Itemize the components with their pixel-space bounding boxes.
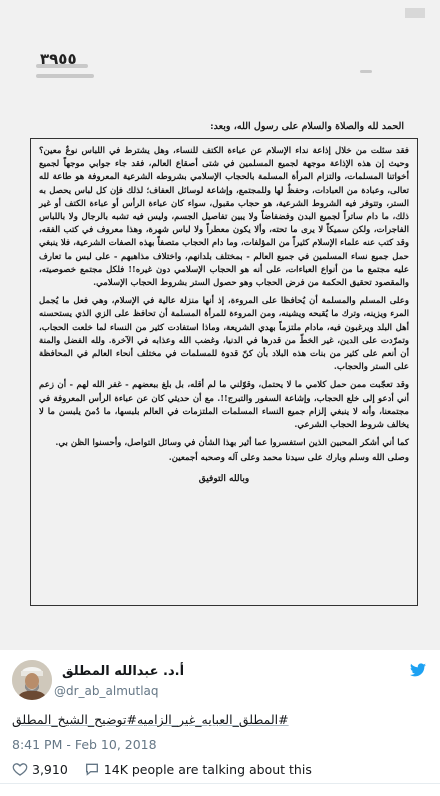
heart-icon bbox=[12, 761, 28, 777]
tweet-timestamp[interactable]: 8:41 PM - Feb 10, 2018 bbox=[12, 737, 157, 752]
like-count: 3,910 bbox=[32, 761, 68, 777]
letter-paragraph: فقد سئلت من خلال إذاعة نداء الإسلام عن عباءة الكتف للنساء، وهل يشترط في اللباس نوعٌ معين؟ وحيث إن هذه الإذاعة موجهة لجميع المسلمين في شتى أصقاع العالم، فقد جاء جوابي موجهاً لجميع أخواتنا المسلمات، والتزام المرأة المسلمة بالحجاب الإسلامي بشروطه الشرعية المعروفة هو طاعة لله تعالى، وعبادة من العبادات، وحفظٌ لها وللمجتمع، وإشاعة لوسائل العفاف؛ لذلك فإن كل لباس يحصل به الستر، وتتوفر فيه الشروط الشرعية، هو حجاب مقبول، سواء كان عباءة الرأس أو عباءة الكتف أو غير ذلك، ما دام ساتراً لجميع البدن وفضفاضاً ولا يبين تفاصيل الجسم، وليس فيه تشبه بالرجال ولا باللباس الفاجرات، ولكن سميكاً لا يرى ما تحته، وألا يكون معطراً ولا لباس شهرة، وهذا معروف في كتب الفقه، وقد كتب عنه علماء الإسلام كثيراً من المؤلفات، وما دام الحجاب متصفاً بهذه الصفات الشرعية، فلا ينبغي حمل جميع نساء المسلمين في جميع العالم - بمختلف بلدانهم، واختلاف مذاهبهم - على لبس ما تعارف عليه مجتمع ما من أنواع العباءات، على أنه هو الحجاب الإسلامي دون غيره!! فلكل مجتمع خصوصيته، والمقصود تحقيق الحكمة من فرض الحجاب وهو حصول الستر بشروط الحجاب الإسلامي. bbox=[39, 146, 409, 289]
like-button[interactable] bbox=[12, 761, 68, 777]
author-handle[interactable]: @dr_ab_almutlaq bbox=[54, 684, 159, 698]
letter-paragraph: وعلى المسلم والمسلمة أن يُحافظا على المروءة، إذ أنها منزلة عالية في الإسلام، وهي فعل ما يُجمل المرء ويزينه، وترك ما يُقبحه ويشينه، ومن المروءة للمرأة المسلمة أن تحافظ على الزي الذي يستحسنه أهل البلد ويرغبون فيه، مادام ملتزماً بهدي الشريعة، وماذا استفادت كثير من النساء لما خلعت الحجاب، وتمرّدت على الدين، غير الخطّ من قدرها في الدنيا، وغضب الله وعذابه في الآخرة. ولله الفضل والمنة أن أنعم على كثير من بنات هذه البلاد بأن كنّ قدوة للمسلمات في مختلف أنحاء العالم في المحافظة على الستر والحجاب. bbox=[39, 296, 409, 373]
tweet-hashtags[interactable]: #المطلق_العبايه_غير_الزاميه#توضيح_الشيخ_المطلق bbox=[12, 712, 289, 727]
tweet-engagement-bar bbox=[12, 760, 432, 778]
letter-closing: كما أني أشكر المحبين الذين استفسروا عما أثير بهذا الشأن في وسائل التواصل، وأحسنوا الظن بي. bbox=[55, 438, 409, 449]
letter-paragraph: وقد تعجّبت ممن حمل كلامي ما لا يحتمل، وقوّلني ما لم أقله، بل بلغ ببعضهم - غفر الله لهم - أن زعم أني أدعو إلى خلع الحجاب، وإشاعة السفور والتبرج!!. مع أن حديثي كان عن عباءة الرأس المعروفة في مجتمعنا، وأنه لا ينبغي إلزام جميع النساء المسلمات الملتزمات في العالم بلبسها، ما دُمنَ يلبسن ما لا يخالف شروط الحجاب الشرعي. bbox=[39, 380, 409, 431]
avatar-portrait-icon bbox=[12, 660, 52, 700]
scan-artifact bbox=[405, 8, 425, 18]
twitter-bird-icon[interactable] bbox=[410, 663, 426, 677]
scan-artifact bbox=[360, 70, 372, 73]
avatar[interactable] bbox=[12, 660, 52, 700]
letter-signoff: وبالله التوفيق bbox=[198, 473, 250, 484]
divider bbox=[0, 783, 440, 784]
author-display-name[interactable]: أ.د. عبدالله المطلق bbox=[62, 664, 185, 679]
speech-bubble-icon bbox=[84, 761, 100, 777]
conversation-count-label: 14K people are talking about this bbox=[103, 761, 312, 777]
tweet-author[interactable] bbox=[12, 660, 392, 704]
document-number: ٣٩٥٥ bbox=[40, 50, 77, 68]
conversation-link[interactable] bbox=[84, 761, 312, 777]
letter-blessing: وصلى الله وسلم وبارك على سيدنا محمد وعلى آله وصحبه أجمعين. bbox=[168, 453, 409, 464]
letter-greeting: الحمد لله والصلاة والسلام على رسول الله، وبعد: bbox=[210, 121, 404, 132]
letter-frame bbox=[30, 138, 418, 606]
letter-body bbox=[30, 120, 418, 606]
scan-artifact bbox=[36, 74, 94, 78]
